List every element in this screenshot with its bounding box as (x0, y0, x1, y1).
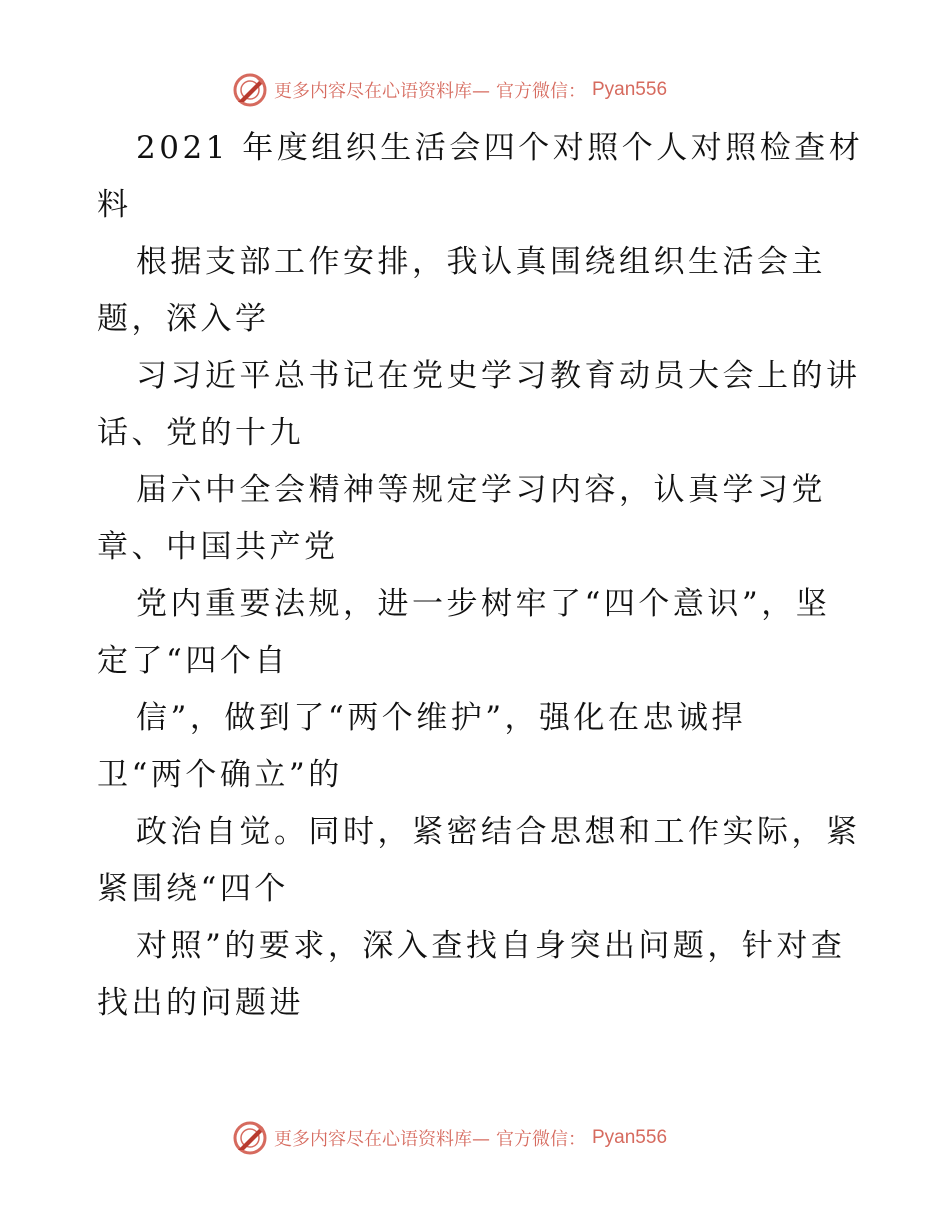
footer-watermark (232, 1118, 667, 1158)
paragraph-line-continuation: 题，深入学 (97, 301, 270, 337)
paragraph-line-continuation: 定了“四个自 (97, 643, 289, 679)
paragraph (0, 462, 950, 576)
watermark-wechat-id: Pyan556 (592, 1127, 668, 1148)
paragraph (0, 804, 950, 918)
paragraph-line: 根据支部工作安排，我认真围绕组织生活会主 (136, 244, 826, 280)
paragraph-line: 对照”的要求，深入查找自身突出问题，针对查 (136, 928, 846, 964)
header-watermark (232, 70, 667, 110)
document-title-line: 2021 年度组织生活会四个对照个人对照检查材 (136, 130, 864, 166)
paragraph-line-continuation: 紧围绕“四个 (97, 871, 289, 907)
paragraph-line-continuation: 话、党的十九 (97, 415, 304, 451)
paragraph (0, 690, 950, 804)
watermark-wechat-label: 官方微信： (496, 81, 586, 102)
paragraph-line: 习习近平总书记在党史学习教育动员大会上的讲 (136, 358, 861, 394)
paragraph-line: 政治自觉。同时，紧密结合思想和工作实际，紧 (136, 814, 861, 850)
watermark-brand-text: 更多内容尽在心语资料库— (274, 1129, 490, 1150)
paragraph (0, 348, 950, 462)
paragraph (0, 918, 950, 1032)
document-body (0, 120, 950, 1032)
watermark-brand-text: 更多内容尽在心语资料库— (274, 81, 490, 102)
watermark-wechat-label: 官方微信： (496, 1129, 586, 1150)
paragraph-line: 党内重要法规，进一步树牢了“四个意识”，坚 (136, 586, 831, 622)
paragraph (0, 120, 950, 234)
watermark-wechat-id: Pyan556 (592, 79, 668, 100)
quill-logo-icon (232, 72, 268, 108)
quill-logo-icon (232, 1120, 268, 1156)
paragraph-line-continuation: 卫“两个确立”的 (97, 757, 343, 793)
paragraph (0, 576, 950, 690)
paragraph-line: 届六中全会精神等规定学习内容，认真学习党 (136, 472, 826, 508)
document-title-continuation: 料 (97, 187, 132, 223)
paragraph-line: 信”，做到了“两个维护”，强化在忠诚捍 (136, 700, 747, 736)
paragraph-line-continuation: 找出的问题进 (97, 985, 304, 1021)
paragraph-line-continuation: 章、中国共产党 (97, 529, 339, 565)
paragraph (0, 234, 950, 348)
